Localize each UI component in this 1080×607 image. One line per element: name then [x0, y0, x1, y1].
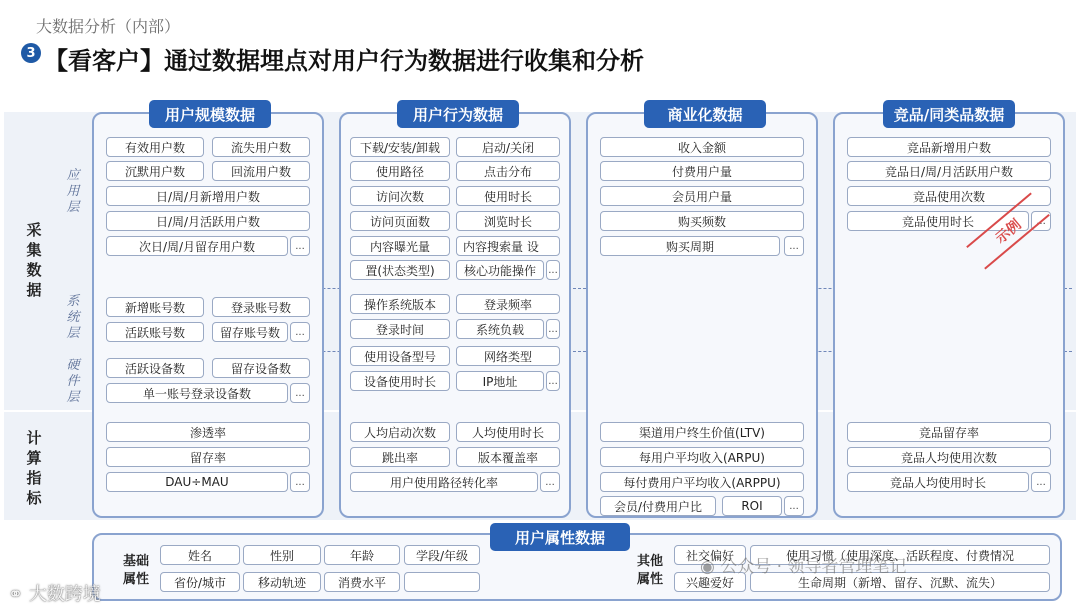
row-label-collect: 采 集 数 据: [26, 221, 42, 299]
metric-cell: 渠道用户终生价值(LTV): [600, 422, 804, 442]
metric-cell: 设备使用时长: [350, 371, 450, 391]
metric-cell: 使用时长: [456, 186, 560, 206]
metric-cell: 次日/周/月留存用户数: [106, 236, 288, 256]
metric-cell: 沉默用户数: [106, 161, 204, 181]
metric-cell: 人均使用时长: [456, 422, 560, 442]
attribute-cell: 使用习惯（使用深度、活跃程度、付费情况: [750, 545, 1050, 565]
metric-cell: DAU÷MAU: [106, 472, 288, 492]
attribute-cell: 消费水平: [324, 572, 400, 592]
metric-cell: 核心功能操作: [456, 260, 544, 280]
layer-label-system: 系 统 层: [66, 294, 80, 341]
metric-cell: 竞品使用时长: [847, 211, 1029, 231]
more-button[interactable]: ...: [546, 319, 560, 339]
more-button[interactable]: ...: [1031, 472, 1051, 492]
metric-cell: 版本覆盖率: [456, 447, 560, 467]
panel-title-user-behavior: 用户行为数据: [397, 100, 519, 128]
attribute-cell: 省份/城市: [160, 572, 240, 592]
metric-cell: 竞品使用次数: [847, 186, 1051, 206]
metric-cell: 留存设备数: [212, 358, 310, 378]
attribute-cell: 姓名: [160, 545, 240, 565]
attribute-cell: 性别: [243, 545, 321, 565]
metric-cell: 留存账号数: [212, 322, 288, 342]
wechat-icon: ◉: [700, 557, 721, 577]
metric-cell: 日/周/月活跃用户数: [106, 211, 310, 231]
metric-cell: 回流用户数: [212, 161, 310, 181]
metric-cell: 留存率: [106, 447, 310, 467]
metric-cell: 跳出率: [350, 447, 450, 467]
metric-cell: 用户使用路径转化率: [350, 472, 538, 492]
more-button[interactable]: ...: [290, 472, 310, 492]
more-button[interactable]: ...: [784, 496, 804, 516]
metric-cell: 系统负载: [456, 319, 544, 339]
metric-cell: 登录账号数: [212, 297, 310, 317]
more-button[interactable]: ...: [290, 383, 310, 403]
more-button[interactable]: ...: [784, 236, 804, 256]
metric-cell: 日/周/月新增用户数: [106, 186, 310, 206]
metric-cell: 网络类型: [456, 346, 560, 366]
metric-cell: 操作系统版本: [350, 294, 450, 314]
attribute-cell: 生命周期（新增、留存、沉默、流失）: [750, 572, 1050, 592]
stamp-text: 示例: [992, 216, 1025, 247]
attribute-cell: 社交偏好: [674, 545, 746, 565]
metric-cell: 购买周期: [600, 236, 780, 256]
metric-cell: 付费用户量: [600, 161, 804, 181]
metric-cell: 访问次数: [350, 186, 450, 206]
metric-cell: 收入金额: [600, 137, 804, 157]
basic-attributes-label: 基础 属性: [122, 554, 149, 587]
attribute-cell: 兴趣爱好: [674, 572, 746, 592]
metric-cell: 会员/付费用户比: [600, 496, 716, 516]
metric-cell: 渗透率: [106, 422, 310, 442]
panel-title-competitor: 竞品/同类品数据: [883, 100, 1015, 128]
metric-cell: 每用户平均收入(ARPU): [600, 447, 804, 467]
row-label-compute: 计 算 指 标: [26, 429, 42, 507]
metric-cell: 登录时间: [350, 319, 450, 339]
metric-cell: 竞品人均使用时长: [847, 472, 1029, 492]
metric-cell: 活跃设备数: [106, 358, 204, 378]
metric-cell: IP地址: [456, 371, 544, 391]
metric-cell: 访问页面数: [350, 211, 450, 231]
metric-cell: 竞品留存率: [847, 422, 1051, 442]
metric-cell: 下载/安装/卸载: [350, 137, 450, 157]
metric-cell: 使用路径: [350, 161, 450, 181]
more-button[interactable]: ...: [1031, 211, 1051, 231]
panel-title-user-attributes: 用户属性数据: [490, 523, 630, 551]
watermark-left: ⚭ 大数跨境: [8, 584, 101, 605]
metric-cell: 人均启动次数: [350, 422, 450, 442]
more-button[interactable]: ...: [546, 371, 560, 391]
watermark-right: ◉ 公众号 · 领导者管理笔记: [700, 557, 907, 577]
metric-cell: 单一账号登录设备数: [106, 383, 288, 403]
attribute-cell: 学段/年级: [404, 545, 480, 565]
metric-cell: 竞品人均使用次数: [847, 447, 1051, 467]
metric-cell: 竞品日/周/月活跃用户数: [847, 161, 1051, 181]
layer-label-app: 应 用 层: [66, 168, 80, 215]
metric-cell: 活跃账号数: [106, 322, 204, 342]
metric-cell: 会员用户量: [600, 186, 804, 206]
metric-cell: 使用设备型号: [350, 346, 450, 366]
metric-cell: 有效用户数: [106, 137, 204, 157]
metric-cell: 启动/关闭: [456, 137, 560, 157]
metric-cell: 浏览时长: [456, 211, 560, 231]
metric-cell: 流失用户数: [212, 137, 310, 157]
metric-cell: 置(状态类型): [350, 260, 450, 280]
metric-cell: 购买频数: [600, 211, 804, 231]
supertitle: 大数据分析（内部）: [36, 17, 181, 36]
more-button[interactable]: ...: [290, 236, 310, 256]
page-title: 【看客户】通过数据埋点对用户行为数据进行收集和分析: [44, 47, 644, 75]
attribute-cell: 年龄: [324, 545, 400, 565]
chain-link-icon: ⚭: [8, 584, 29, 605]
more-button[interactable]: ...: [290, 322, 310, 342]
attribute-cell: 移动轨迹: [243, 572, 321, 592]
step-number-badge: 3: [21, 43, 41, 63]
metric-cell: 登录频率: [456, 294, 560, 314]
attribute-cell: [404, 572, 480, 592]
metric-cell: 新增账号数: [106, 297, 204, 317]
layer-label-hardware: 硬 件 层: [66, 358, 80, 405]
metric-cell: 每付费用户平均收入(ARPPU): [600, 472, 804, 492]
more-button[interactable]: ...: [540, 472, 560, 492]
more-button[interactable]: ...: [546, 260, 560, 280]
metric-cell: 竞品新增用户数: [847, 137, 1051, 157]
metric-cell: 点击分布: [456, 161, 560, 181]
metric-cell: 内容曝光量: [350, 236, 450, 256]
panel-title-commercial: 商业化数据: [644, 100, 766, 128]
metric-cell: ROI: [722, 496, 782, 516]
other-attributes-label: 其他 属性: [636, 554, 663, 587]
metric-cell: 内容搜索量 设: [456, 236, 560, 256]
panel-title-user-scale: 用户规模数据: [149, 100, 271, 128]
